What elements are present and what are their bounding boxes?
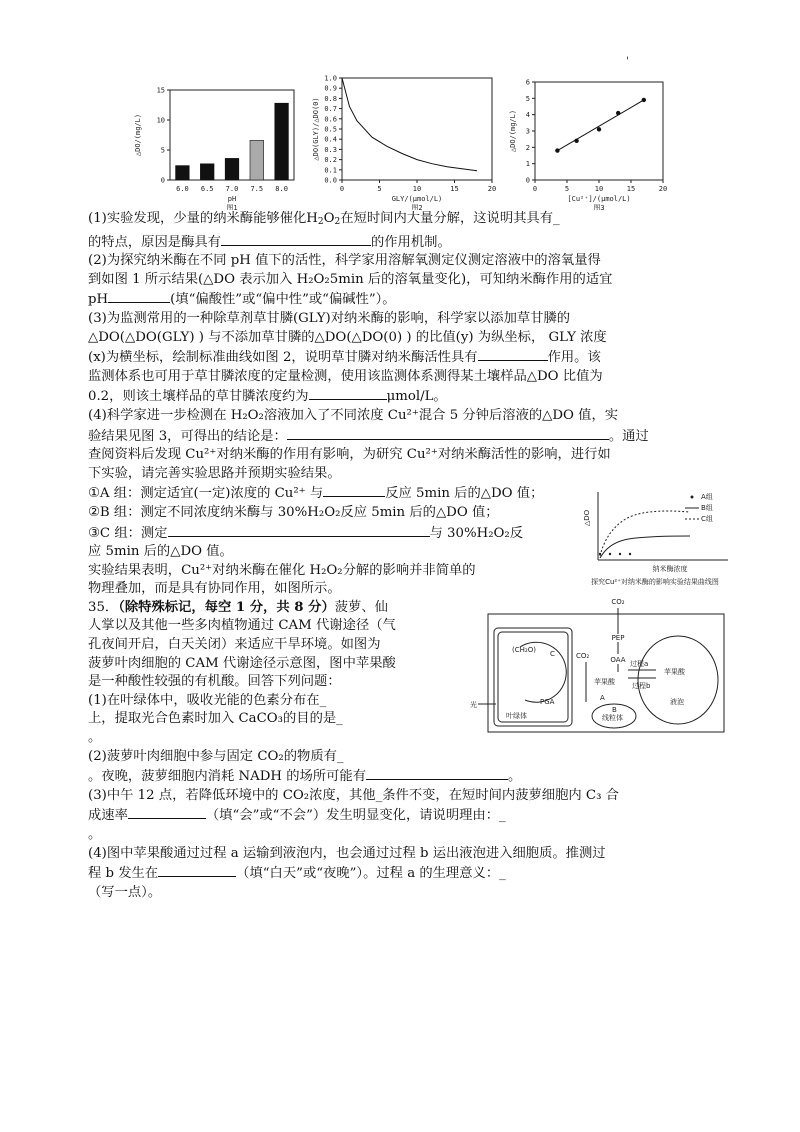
question-score: （除特殊标记，每空 1 分，共 8 分） xyxy=(118,599,335,615)
q34-part2-b: 到如图 1 所示结果(△DO 表示加入 H₂O₂5min 后的溶氧量变化)，可知纳米酶作用的适宜 xyxy=(88,271,613,287)
q34-part4-d: 查阅资料后发现 Cu²⁺对纳米酶的作用有影响，为研究 Cu²⁺对纳米酶活性的影响，进行如 xyxy=(88,447,611,463)
text: 程 b 发生在 xyxy=(88,866,159,882)
text: 验结果见图 3，可得出的结论是： xyxy=(88,428,287,444)
y-tick-label: 0.4 xyxy=(324,135,337,144)
bar xyxy=(225,158,239,180)
q34-part4-k: 应 5min 后的△DO 值。 xyxy=(88,544,233,560)
y-tick-label: 0.6 xyxy=(324,115,337,124)
label-oaa: OAA xyxy=(610,656,626,664)
x-tick-label: 7.0 xyxy=(225,185,239,193)
y-tick-label: 0.9 xyxy=(324,84,337,93)
label-pep: PEP xyxy=(611,634,625,642)
answer-blank[interactable] xyxy=(323,483,385,497)
text: 。 xyxy=(508,769,522,785)
q34-part1-b xyxy=(88,232,716,253)
x-tick-label: 10 xyxy=(594,185,604,193)
scatter-chart-cu xyxy=(505,60,670,210)
text: μmol/L。 xyxy=(386,389,447,405)
label-malate-vacuole: 苹果酸 xyxy=(664,668,685,676)
text: 的作用机制。 xyxy=(370,234,451,250)
q35-sub4: (4)图中苹果酸通过过程 a 运输到液泡内，也会通过过程 b 运出液泡进入细胞质。推测过 xyxy=(88,845,606,861)
y-tick-label: 1.0 xyxy=(324,74,337,83)
data-point xyxy=(574,139,578,143)
data-point xyxy=(642,98,646,102)
figure-2 xyxy=(308,60,498,210)
x-tick-label: 6.0 xyxy=(176,185,189,193)
label-b: B xyxy=(612,706,617,714)
answer-blank[interactable] xyxy=(108,289,170,303)
text: ③C 组：测定 xyxy=(88,525,168,541)
label-co2: CO₂ xyxy=(611,598,625,606)
text: （填“白天”或“夜晚”）。过程 a 的生理意义：_ xyxy=(236,866,506,882)
x-axis-label: [Cu²⁺]/(μmol/L) xyxy=(567,195,631,203)
answer-blank[interactable] xyxy=(158,863,236,877)
q34-part3-f xyxy=(88,386,716,407)
answer-blank[interactable] xyxy=(221,232,371,246)
cam-diagram xyxy=(470,592,726,737)
y-tick-label: 10 xyxy=(156,116,165,125)
y-tick-label: 1 xyxy=(525,160,530,169)
bar xyxy=(176,166,190,180)
y-tick-label: 0.5 xyxy=(324,125,337,134)
q34-part4-m: 物理叠加，而是具有协同作用，如图所示。 xyxy=(88,581,341,597)
x-tick-label: 5 xyxy=(377,185,382,193)
y-tick-label: 5 xyxy=(525,94,530,103)
legend-a-marker xyxy=(691,496,694,499)
legend-a: A组 xyxy=(701,493,713,501)
answer-blank[interactable] xyxy=(478,347,548,361)
figure-abc-groups xyxy=(580,484,730,589)
y-axis-label: △DO/(mg/L) xyxy=(509,109,517,153)
answer-blank[interactable] xyxy=(168,523,430,537)
label-pga: PGA xyxy=(540,698,555,706)
bar-chart-ph xyxy=(130,60,300,210)
text: 。夜晚，菠萝细胞内消耗 NADH 的场所可能有 xyxy=(88,769,366,785)
y-axis-label: △DO/(mg/L) xyxy=(134,113,142,157)
text: 反应 5min 后的△DO 值； xyxy=(385,486,544,502)
figure-3 xyxy=(505,60,670,210)
y-tick-label: 0.2 xyxy=(324,156,337,165)
text: pH xyxy=(88,292,109,308)
y-tick-label: 0 xyxy=(525,176,530,185)
q34-part4-i xyxy=(88,523,558,544)
x-tick-label: 6.5 xyxy=(200,185,214,193)
q34-part3-c xyxy=(88,347,716,368)
y-tick-label: 6 xyxy=(525,78,530,87)
y-tick-label: 0.0 xyxy=(324,176,337,185)
y-tick-label: 3 xyxy=(525,127,530,136)
label-c: C xyxy=(550,650,555,658)
q34-part3-b: △DO(△DO(GLY) ) 与不添加草甘膦的△DO(△DO(0) ) 的比值(y) 为纵坐标， GLY 浓度 xyxy=(88,329,607,345)
x-axis-label: GLY/(μmol/L) xyxy=(391,195,443,203)
text: （填“会”或“不会”）发生明显变化，请说明理由：_ xyxy=(205,808,506,824)
text: (1)实验发现，少量的纳米酶能够催化 xyxy=(88,211,307,226)
text: 0.2，则该土壤样品的草甘膦浓度约为 xyxy=(88,389,309,405)
y-tick-label: 0 xyxy=(160,176,165,185)
bar xyxy=(250,140,264,180)
q34-part4-e: 下实验，请完善实验思路并预期实验结果。 xyxy=(88,465,341,481)
label-co2-2: CO₂ xyxy=(576,652,590,660)
figure-caption: 图2 xyxy=(411,204,423,210)
q35-intro-4: 菠萝叶肉细胞的 CAM 代谢途径示意图，图中苹果酸 xyxy=(88,655,396,671)
answer-blank[interactable] xyxy=(309,386,387,400)
q35-intro-5: 是一种酸性较强的有机酸。回答下列问题： xyxy=(88,674,341,690)
text: 成速率 xyxy=(88,808,128,824)
q34-part2-c xyxy=(88,289,716,310)
x-axis-label: 纳米酶浓度 xyxy=(652,565,688,573)
y-axis-label: △DO xyxy=(583,509,591,527)
q34-part4-b xyxy=(88,426,716,447)
series-line xyxy=(342,78,477,171)
q34-part4-l: 实验结果表明，Cu²⁺对纳米酶在催化 H₂O₂分解的影响并非简单的 xyxy=(88,562,476,578)
legend xyxy=(685,493,713,523)
y-tick-label: 0.1 xyxy=(324,166,337,175)
q35-sub3-d: 。 xyxy=(88,827,102,842)
text: 在短时间内大量分解，这说明其具有_ xyxy=(340,211,560,226)
curve-b xyxy=(600,536,690,558)
text: (填“偏酸性”或“偏中性”或“偏碱性”）。 xyxy=(170,292,396,308)
answer-blank[interactable] xyxy=(366,766,508,780)
q34-part3-e: 监测体系也可用于草甘膦浓度的定量检测，使用该监测体系测得某土壤样品△DO 比值为 xyxy=(88,368,603,384)
label-vacuole: 液泡 xyxy=(670,698,684,706)
text: 与 30%H₂O₂反 xyxy=(429,525,524,541)
x-tick-label: 20 xyxy=(487,185,497,193)
fit-line xyxy=(557,100,643,151)
q34-part4-h: ②B 组：测定不同浓度纳米酶与 30%H₂O₂反应 5min 后的△DO 值； xyxy=(88,504,499,520)
q35-header xyxy=(88,599,488,618)
y-tick-label: 2 xyxy=(525,143,530,152)
x-tick-label: 7.5 xyxy=(250,185,264,193)
label-light: 光 xyxy=(470,701,477,709)
x-axis-label: pH xyxy=(227,195,237,203)
figure-caption: 图1 xyxy=(226,204,238,210)
label-mitochondrion: 线粒体 xyxy=(602,714,623,722)
text: 。通过 xyxy=(608,428,649,444)
q35-intro-2: 人掌以及其他一些多肉植物通过 CAM 代谢途径（气 xyxy=(88,618,396,634)
q35-sub1-c: 。 xyxy=(88,730,102,746)
y-tick-label: 4 xyxy=(525,111,530,120)
label-malate: 苹果酸 xyxy=(594,678,615,686)
data-point xyxy=(597,127,601,131)
text: ①A 组：测定适宜(一定)浓度的 Cu²⁺ 与 xyxy=(88,486,324,502)
y-tick-label: 0.3 xyxy=(324,145,337,154)
x-tick-label: 0 xyxy=(339,185,345,193)
figure-cam-pathway xyxy=(470,592,726,737)
x-tick-label: 20 xyxy=(658,185,668,193)
q34-part3: (3)为监测常用的一种除草剂草甘膦(GLY)对纳米酶的影响，科学家以添加草甘膦的 xyxy=(88,310,571,326)
data-point xyxy=(555,148,559,152)
label-a: A xyxy=(600,694,605,702)
q35-sub2-b xyxy=(88,766,716,787)
x-tick-label: 8.0 xyxy=(275,185,288,193)
question-number: 35． xyxy=(88,599,119,615)
data-point xyxy=(616,111,620,115)
curve-c xyxy=(600,511,690,556)
q34-part2: (2)为探究纳米酶在不同 pH 值下的活性，科学家用溶解氧测定仪测定溶液中的溶氧量得 xyxy=(88,253,601,269)
x-tick-label: 0 xyxy=(532,185,538,193)
q35-sub1-b: 上，提取光合色素时加入 CaCO₃的目的是_ xyxy=(88,711,343,727)
q35-sub3: (3)中午 12 点，若降低环境中的 CO₂浓度，其他_条件不变，在短时间内菠萝细胞内 C₃ 合 xyxy=(88,787,619,803)
q34-part4: (4)科学家进一步检测在 H₂O₂溶液加入了不同浓度 Cu²⁺混合 5 分钟后溶液的△DO 值，实 xyxy=(88,407,619,423)
y-axis-label: △DO(GLY)/△DO(0) xyxy=(312,97,320,161)
q35-sub3-b xyxy=(88,805,716,826)
text: (x)为横坐标，绘制标准曲线如图 2，说明草甘膦对纳米酶活性具有 xyxy=(88,350,478,366)
label-ch2o: (CH₂O) xyxy=(512,646,536,654)
text: 作用。该 xyxy=(547,350,601,366)
y-tick-label: 15 xyxy=(156,86,165,95)
figure-caption: 图3 xyxy=(593,204,605,210)
figure-1 xyxy=(130,60,300,210)
x-tick-label: 15 xyxy=(450,185,459,193)
x-tick-label: 10 xyxy=(412,185,422,193)
answer-blank[interactable] xyxy=(128,805,206,819)
label-chloroplast: 叶绿体 xyxy=(506,712,527,720)
q35-sub1: (1)在叶绿体中，吸收光能的色素分布在_ xyxy=(88,692,327,708)
q35-sub2: (2)菠萝叶肉细胞中参与固定 CO₂的物质有_ xyxy=(88,748,344,764)
figure-row xyxy=(130,60,670,210)
line-chart-gly xyxy=(308,60,498,210)
label-process-a: 过程a xyxy=(630,660,649,668)
answer-blank[interactable] xyxy=(287,426,609,440)
label-process-b: 过程b xyxy=(632,682,651,690)
q35-intro-3: 孔夜间开启，白天关闭）来适应干旱环境。如图为 xyxy=(88,637,381,653)
bar xyxy=(275,103,289,180)
bar xyxy=(200,164,214,180)
q34-part1: (1)实验发现，少量的纳米酶能够催化$H_2O_2$在短时间内大量分解，这说明其具有_ xyxy=(88,211,560,227)
x-tick-label: 15 xyxy=(626,185,636,193)
q35-sub4-d: （写一点）。 xyxy=(88,884,162,900)
legend-b: B组 xyxy=(701,504,713,512)
x-tick-label: 5 xyxy=(564,185,570,193)
y-tick-label: 0.7 xyxy=(324,105,337,114)
vacuole-outline xyxy=(638,636,718,724)
abc-curve-chart xyxy=(580,484,730,589)
q35-sub4-b xyxy=(88,863,716,884)
stray-mark: ' xyxy=(626,56,629,67)
figure-caption: 探究Cu²⁺对纳米酶的影响实验结果曲线图 xyxy=(591,578,719,586)
y-tick-label: 0.8 xyxy=(324,94,337,103)
text: 的特点，原因是酶具有 xyxy=(88,234,221,250)
text: 菠萝、仙 xyxy=(334,599,388,615)
legend-c: C组 xyxy=(701,515,713,523)
y-tick-label: 5 xyxy=(160,146,165,155)
